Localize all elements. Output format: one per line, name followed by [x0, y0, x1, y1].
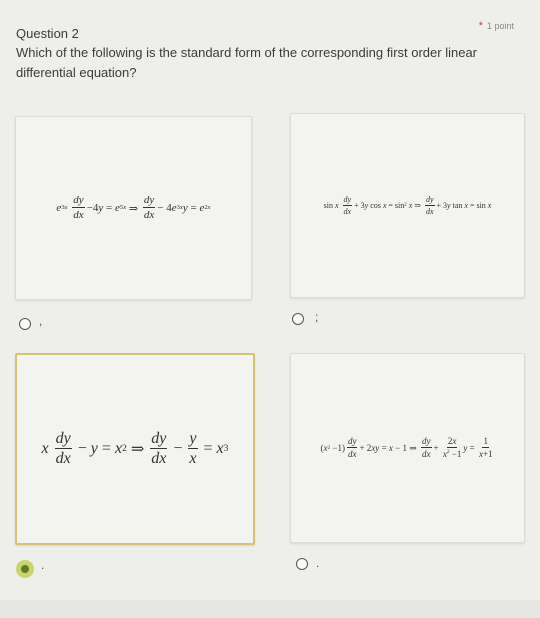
option-a-equation: e 3x $\frac{dy}{dx}$ −4 y = e 5x ⇒ $\frac{dy}{dx}$ − 4 e 3x y = e 2x [56, 194, 211, 221]
option-b-equation: sin x $\frac{dy}{dx}$ + 3 y cos x = sin 2 x ⇒ $\frac{dy}{dx}$ + 3 y tan x = sin x [323, 194, 492, 216]
option-d-radio[interactable] [296, 558, 308, 570]
option-card-a[interactable] [15, 116, 252, 300]
footer-bar [0, 600, 540, 618]
option-card-b[interactable] [290, 113, 525, 298]
option-c-equation: x $\frac{dy}{dx}$ − y = x 2 ⇒ $\frac{dy}{dx}$ − $\frac{y}{x}$ = x 3 [41, 430, 229, 467]
option-a-radio[interactable] [19, 318, 31, 330]
option-d-equation: ( x 2 −1) $\frac{dy}{dx}$ + 2 xy = x − 1 ⇒ $\frac{dy}{dx}$ + $\frac{2x}{x^2 -1}$ y = $\frac{1}{x+1}$ [320, 436, 493, 459]
option-a-label: , [39, 314, 43, 328]
points-indicator [479, 20, 514, 32]
required-marker: * [478, 20, 483, 32]
option-b-radio[interactable] [292, 313, 304, 325]
question-number: Question 2 [16, 26, 79, 41]
option-d-label: . [316, 556, 320, 570]
points-label: 1 point [486, 21, 514, 31]
option-c-radio[interactable] [16, 560, 34, 578]
question-header [16, 20, 526, 41]
option-card-c[interactable] [15, 353, 255, 545]
option-card-d[interactable] [290, 353, 525, 543]
option-c-label: . [41, 558, 45, 572]
question-text: Which of the following is the standard form of the corresponding first order linear differential equation? [16, 45, 478, 80]
option-b-label: ; [315, 310, 319, 324]
